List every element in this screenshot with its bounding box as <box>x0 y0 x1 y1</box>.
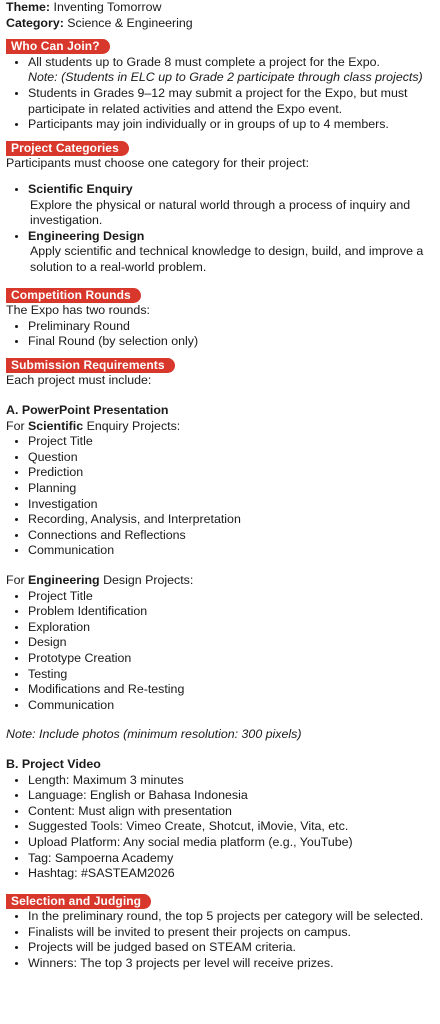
list-item: • Connections and Reflections <box>28 528 440 544</box>
submission-intro: Each project must include: <box>6 373 152 388</box>
list-item: • Content: Must align with presentation <box>28 804 440 820</box>
submission-section <box>6 358 440 882</box>
list-item: • Students in Grades 9–12 may submit a project for the Expo, but must participate in related activities and attend the Expo event. <box>28 86 440 117</box>
list-item: • Participants may join individually or in groups of up to 4 members. <box>28 117 440 133</box>
rounds-list <box>6 319 440 350</box>
list-item: • Planning <box>28 481 440 497</box>
categories-intro: Participants must choose one category for their project: <box>6 156 310 171</box>
video-list <box>6 773 440 882</box>
list-item: • Hashtag: #SASTEAM2026 <box>28 866 440 882</box>
list-item: • In the preliminary round, the top 5 projects per category will be selected. <box>28 909 440 925</box>
judging-section <box>6 894 440 972</box>
list-item: • Project Title <box>28 434 440 450</box>
judging-list <box>6 909 440 971</box>
who-section <box>6 39 440 133</box>
list-item: • Communication <box>28 543 440 559</box>
who-heading: Who Can Join? <box>6 39 110 54</box>
list-item: • Prototype Creation <box>28 651 440 667</box>
list-item: • Testing <box>28 667 440 683</box>
categories-section <box>6 141 440 276</box>
rounds-section <box>6 288 440 350</box>
list-item: • Finalists will be invited to present their projects on campus. <box>28 925 440 941</box>
video-title: B. Project Video <box>6 756 101 771</box>
sci-list <box>6 434 440 559</box>
list-item: • Prediction <box>28 465 440 481</box>
list-item: • Modifications and Re-testing <box>28 682 440 698</box>
theme-value: Inventing Tomorrow <box>53 0 162 14</box>
categories-list <box>6 182 440 276</box>
eng-heading: For Engineering Design Projects: <box>6 573 194 587</box>
theme-label: Theme: <box>6 0 51 14</box>
judging-heading: Selection and Judging <box>6 894 151 909</box>
who-list <box>6 55 440 133</box>
list-item: • Winners: The top 3 projects per level will receive prizes. <box>28 956 440 972</box>
list-item: • Project Title <box>28 589 440 605</box>
list-item: • Problem Identification <box>28 604 440 620</box>
list-item: • Engineering Design Apply scientific and technical knowledge to design, build, and improve a solution to a real-world problem. <box>28 229 440 276</box>
list-item: • Upload Platform: Any social media platform (e.g., YouTube) <box>28 835 440 851</box>
list-item: • Investigation <box>28 497 440 513</box>
submission-heading: Submission Requirements <box>6 358 175 373</box>
category-label: Category: <box>6 15 64 30</box>
rounds-intro: The Expo has two rounds: <box>6 303 150 318</box>
list-item: • Scientific Enquiry Explore the physical or natural world through a process of inquiry and investigation. <box>28 182 440 229</box>
list-item: • Communication <box>28 698 440 714</box>
categories-heading: Project Categories <box>6 141 129 156</box>
list-item: • Language: English or Bahasa Indonesia <box>28 788 440 804</box>
ppt-title: A. PowerPoint Presentation <box>6 403 169 418</box>
list-item: • All students up to Grade 8 must complete a project for the Expo. Note: (Students in ELC up to Grade 2 participate through class projects) <box>28 55 440 86</box>
photo-note: Note: Include photos (minimum resolution: 300 pixels) <box>6 727 302 742</box>
list-item: • Preliminary Round <box>28 319 440 335</box>
list-item: • Design <box>28 635 440 651</box>
sci-heading: For Scientific Enquiry Projects: <box>6 418 181 433</box>
list-item: • Exploration <box>28 620 440 636</box>
list-item: • Final Round (by selection only) <box>28 334 440 350</box>
category-line <box>6 16 440 32</box>
who-note: Note: (Students in ELC up to Grade 2 participate through class projects) <box>28 70 423 85</box>
eng-list <box>6 589 440 714</box>
list-item: • Tag: Sampoerna Academy <box>28 851 440 867</box>
theme-line <box>6 0 440 16</box>
list-item: • Recording, Analysis, and Interpretation <box>28 512 440 528</box>
list-item: • Suggested Tools: Vimeo Create, Shotcut, iMovie, Vita, etc. <box>28 819 440 835</box>
list-item: • Length: Maximum 3 minutes <box>28 773 440 789</box>
rounds-heading: Competition Rounds <box>6 288 141 303</box>
list-item: • Question <box>28 450 440 466</box>
list-item: • Projects will be judged based on STEAM criteria. <box>28 940 440 956</box>
category-value: Science & Engineering <box>67 15 193 30</box>
